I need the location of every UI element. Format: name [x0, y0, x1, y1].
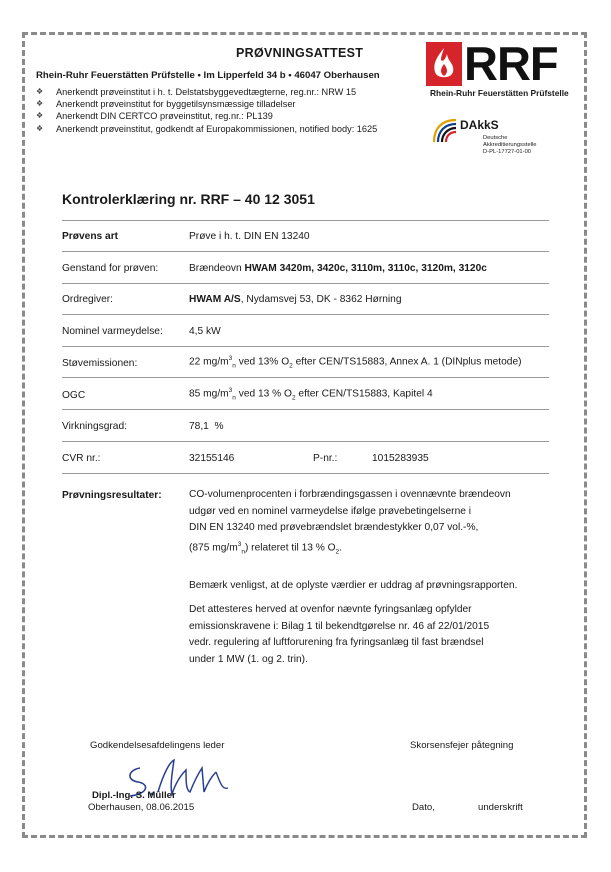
field-value-pnr: 1015283935 — [372, 453, 429, 464]
field-label-pnr: P-nr.: — [313, 453, 338, 464]
field-label-proevens-art: Prøvens art — [62, 231, 119, 242]
divider — [62, 314, 549, 315]
field-value-ordregiver: HWAM A/S, Nydamsvej 53, DK - 8362 Hørning — [189, 294, 402, 305]
diamond-bullet-icon: ❖ — [36, 99, 44, 109]
divider — [62, 283, 549, 284]
dakks-logo-caption: Deutsche Akkreditierungsstelle D-PL-17727-01-00 — [483, 135, 537, 155]
dakks-logo — [430, 116, 560, 166]
divider — [62, 377, 549, 378]
field-value-ogc: 85 $mg/m^3_n$ ved 13 % $O_2$ efter CEN/TS15883, Kapitel 4 — [189, 387, 433, 402]
divider — [62, 346, 549, 347]
list-item: ❖ Anerkendt prøveinstitut i h. t. Delstatsbyggevedtægterne, reg.nr.: NRW 15 — [36, 87, 357, 97]
divider — [62, 251, 549, 252]
chimney-sweep-title: Skorsensfejer påtegning — [410, 740, 514, 751]
attestation-text: Det attesteres herved at ovenfor nævnte fyringsanlæg opfylder emissionskravene i: Bilag 1 til bekendtgørelse nr. 46 af 22/01/2015 vedr. regulering af luftforurening fra fyringsanlæg til fast brændsel under 1 MW (1. og 2. trin). — [189, 604, 490, 665]
dakks-logo-text: DAkkS — [460, 118, 499, 132]
divider — [62, 409, 549, 410]
field-label-genstand: Genstand for prøven: — [62, 263, 159, 274]
flame-icon — [426, 42, 462, 86]
field-value-cvr: 32155146 — [189, 453, 235, 464]
place-and-date: Oberhausen, 08.06.2015 — [88, 802, 195, 813]
rrf-logo — [426, 37, 574, 98]
field-value-genstand: Brændeovn HWAM 3420m, 3420c, 3110m, 3110c, 3120m, 3120c — [189, 263, 487, 274]
field-value-virkningsgrad: 78,1 % — [189, 421, 224, 432]
diamond-bullet-icon: ❖ — [36, 87, 44, 96]
diamond-bullet-icon: ❖ — [36, 123, 44, 133]
list-item: ❖ Anerkendt prøveinstitut for byggetilsynsmæssige tilladelser — [36, 99, 296, 110]
declaration-heading: Kontrolerklæring nr. RRF – 40 12 3051 — [62, 191, 315, 207]
list-item: ❖ Anerkendt prøveinstitut, godkendt af Europakommissionen, notified body: 1625 — [36, 123, 378, 134]
field-value-proevens-art: Prøve i h. t. DIN EN 13240 — [189, 231, 310, 242]
signer-name: Dipl.-Ing. S. Müller — [92, 790, 176, 801]
results-note: Bemærk venligst, at de oplyste værdier er uddrag af prøvningsrapporten. — [189, 580, 518, 591]
rrf-logo-text: RRF — [464, 37, 558, 90]
signature-label: underskrift — [478, 802, 523, 813]
certificate-title: PRØVNINGSATTEST — [236, 46, 364, 60]
dakks-emblem-icon — [430, 116, 460, 146]
approval-head-title: Godkendelsesafdelingens leder — [90, 740, 225, 751]
divider — [62, 441, 549, 442]
institute-address: Rhein-Ruhr Feuerstätten Prüfstelle • Im Lipperfeld 34 b • 46047 Oberhausen — [36, 70, 380, 81]
field-label-stoevemission: Støvemissionen: — [62, 358, 138, 369]
field-value-stoevemission: 22 $mg/m^3_n$ ved 13% $O_2$ efter CEN/TS15883, Annex A. 1 (DINplus metode) — [189, 355, 522, 370]
diamond-bullet-icon: ❖ — [36, 111, 44, 121]
field-label-ordregiver: Ordregiver: — [62, 294, 113, 305]
field-label-cvr: CVR nr.: — [62, 453, 101, 464]
field-label-varmeydelse: Nominel varmeydelse: — [62, 326, 163, 337]
results-label: Prøvningsresultater: — [62, 490, 162, 501]
list-item: ❖ Anerkendt DIN CERTCO prøveinstitut, reg.nr.: PL139 — [36, 111, 273, 122]
results-text: CO-volumenprocenten i forbrændingsgassen i ovennævnte brændeovn udgør ved en nominel varmeydelse ifølge prøvebetingelserne i DIN EN 13240 med prøvebrændslet brændestykker 0,07 vol.-%, (875 $mg/m^3_n$) relateret til 13 % $O_2$. — [189, 489, 511, 556]
divider — [62, 220, 549, 221]
field-label-virkningsgrad: Virkningsgrad: — [62, 421, 127, 432]
field-value-varmeydelse: 4,5 kW — [189, 326, 221, 337]
rrf-logo-subtitle: Rhein-Ruhr Feuerstätten Prüfstelle — [430, 88, 569, 98]
field-label-ogc: OGC — [62, 390, 86, 401]
accreditation-list — [36, 86, 378, 135]
date-label: Dato, — [412, 802, 435, 813]
divider — [62, 473, 549, 474]
